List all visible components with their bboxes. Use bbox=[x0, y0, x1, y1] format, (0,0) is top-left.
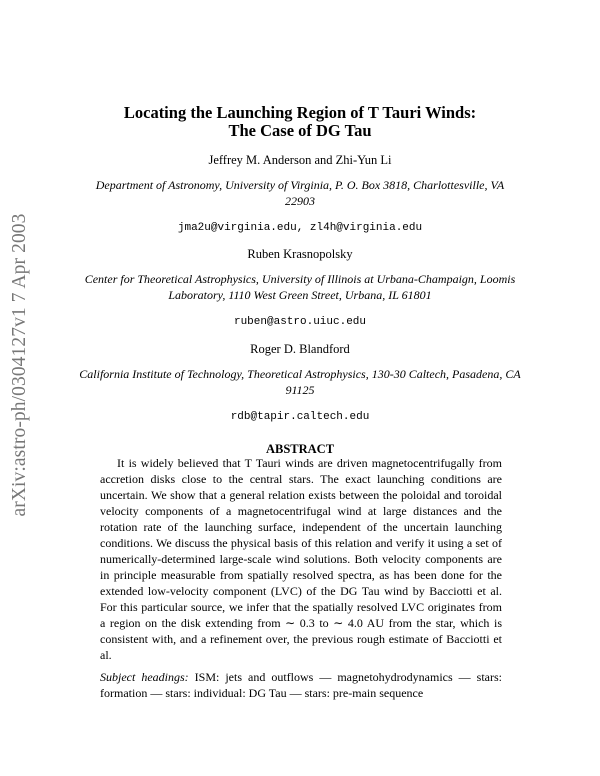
email-2: ruben@astro.uiuc.edu bbox=[233, 316, 367, 328]
subject-headings-label: Subject headings: bbox=[100, 670, 189, 684]
affiliation-3-line-2: 91125 bbox=[285, 383, 315, 397]
author-name-3: Roger D. Blandford bbox=[250, 342, 350, 356]
affiliation-2-line-1: Center for Theoretical Astrophysics, University of Illinois at Urbana-Champaign, Loomis bbox=[84, 272, 516, 286]
paper-header bbox=[50, 104, 550, 457]
affiliation-1-line-1: Department of Astronomy, University of Virginia, P. O. Box 3818, Charlottesville, VA bbox=[95, 178, 505, 192]
subject-headings-text: ISM: jets and outflows — magnetohydrodynamics — stars: formation — stars: individual: DG Tau — stars: pre-main sequence bbox=[100, 670, 502, 700]
email-3: rdb@tapir.caltech.edu bbox=[230, 411, 370, 423]
affiliation-3-line-1: California Institute of Technology, Theoretical Astrophysics, 130-30 Caltech, Pasadena, CA bbox=[79, 367, 521, 381]
abstract-text: It is widely believed that T Tauri winds are driven magnetocentrifugally from accretion disks close to the central stars. The exact launching conditions are uncertain. We show that a general relation exists between the poloidal and toroidal velocity components of a magnetocentrifugal wind at large distances and the rotation rate of the launching surface, independent of the uncertain launching conditions. We discuss the physical basis of this relation and verify it using a set of numerically-determined large-scale wind solutions. Both velocity components are in principle measurable from spatially resolved spectra, as has been done for the extended low-velocity component (LVC) of the DG Tau wind by Bacciotti et al. For this particular source, we infer that the spatially resolved LVC originates from a region on the disk extending from ∼ 0.3 to ∼ 4.0 AU from the star, which is consistent with, and a refinement over, the previous rough estimate of Bacciotti et al. bbox=[100, 456, 502, 662]
arxiv-sidebar bbox=[2, 200, 38, 530]
title-line-2: The Case of DG Tau bbox=[228, 121, 372, 140]
paper-title bbox=[50, 104, 550, 140]
author-name-2: Ruben Krasnopolsky bbox=[247, 247, 353, 261]
affiliation-2 bbox=[50, 271, 550, 303]
abstract-heading: ABSTRACT bbox=[265, 442, 335, 456]
title-line-1: Locating the Launching Region of T Tauri Winds: bbox=[123, 103, 477, 122]
affiliation-1-line-2: 22903 bbox=[285, 194, 315, 208]
affiliation-1 bbox=[50, 177, 550, 209]
affiliation-3 bbox=[50, 366, 550, 398]
affiliation-2-line-2: Laboratory, 1110 West Green Street, Urbana, IL 61801 bbox=[168, 288, 432, 302]
subject-headings bbox=[100, 669, 502, 701]
arxiv-identifier: arXiv:astro-ph/0304127v1 7 Apr 2003 bbox=[9, 213, 30, 517]
email-1: jma2u@virginia.edu, zl4h@virginia.edu bbox=[177, 222, 423, 234]
author-names-1: Jeffrey M. Anderson and Zhi-Yun Li bbox=[208, 153, 392, 167]
